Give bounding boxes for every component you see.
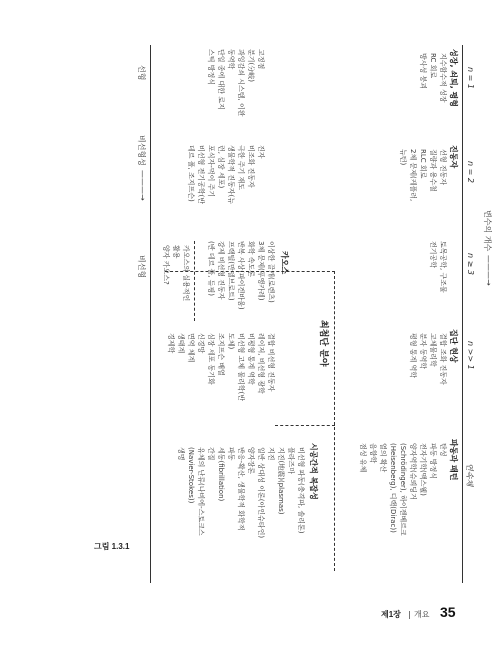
linear-col4-list <box>407 333 447 385</box>
footer-chapter: 제1장 <box>381 610 401 619</box>
list-item: 데르 폴, 조지프슨) <box>187 145 195 202</box>
list-item: 화학 속도론 <box>247 241 255 278</box>
rotated-classification-table <box>115 45 495 583</box>
list-item: 조지프슨 배열 <box>217 333 225 376</box>
list-item: 활용 <box>172 245 180 259</box>
nonlinearity-label: 비선형성 <box>137 135 146 166</box>
axis-arrow: ———→ <box>484 255 493 286</box>
list-item: 간질 <box>207 447 215 461</box>
nonlinear-col2-list <box>185 145 265 204</box>
list-item: 양자역학(슈뢰딩거 <box>409 443 417 500</box>
list-item: 열의 확산 <box>379 443 387 473</box>
list-item: 생명 <box>177 447 185 461</box>
linear-col3-list <box>427 241 447 293</box>
nonlinear-col4-list <box>165 333 275 401</box>
nonlinearity-arrow: ———→ <box>138 170 147 201</box>
list-item: 단일 종에 대한 로지 <box>217 49 225 110</box>
list-item: 강제 비선형 진동자 <box>217 241 225 300</box>
list-item: (Schrödinger), 하이젠베르크 <box>399 443 407 536</box>
list-item: 포식자-먹이 주기 <box>207 145 215 198</box>
linear-col4-title: 집단 현상 <box>449 329 458 363</box>
list-item: 비조화 진동자 <box>247 145 255 188</box>
linear-col1-title: 성장, 쇠퇴, 평형 <box>449 49 458 108</box>
frontier-dashed-top <box>334 271 335 571</box>
list-item: 신경망 <box>197 333 205 354</box>
nonlinear-col3-list <box>205 241 275 310</box>
list-item: 일반 상대성 이론(아인슈타인) <box>257 447 265 539</box>
list-item: 이상한 끌개(로렌츠) <box>267 241 275 303</box>
col-header-n2: n = 2 <box>466 161 475 183</box>
list-item: 파동 방정식 <box>429 443 437 480</box>
axis-label: 변수의 개수 <box>483 210 492 252</box>
list-item: 면역 체계 <box>187 333 195 363</box>
chaos-applications-list <box>160 245 190 301</box>
header-rule <box>462 45 463 583</box>
list-item: 레이저, 비선형 광학 <box>257 333 265 394</box>
list-item: 분자 동역학 <box>419 333 427 370</box>
list-item: 선형 진동자 <box>439 149 447 186</box>
linear-col5-title: 파동과 패턴 <box>449 439 458 481</box>
list-item: 카오스의 실용적인 <box>182 245 190 302</box>
col-header-n1: n = 1 <box>466 67 475 89</box>
list-item: 음향학 <box>369 443 377 464</box>
list-item: 고체물리학 <box>429 333 437 367</box>
list-item: 평형 통계 역학 <box>409 333 417 379</box>
list-item: 플라즈마 <box>287 447 295 475</box>
list-item: 3체 문제(푸앵카레) <box>257 241 265 301</box>
figure-label: 그림 1.3.1 <box>94 542 130 551</box>
list-item: 생태계 <box>177 333 185 354</box>
linear-col1-list <box>417 53 447 103</box>
list-item: 토목공학, 구조물 <box>439 241 447 293</box>
list-item: 2체 문제(케플러, <box>409 149 417 202</box>
list-item: (반 데르 폴, 듀핑) <box>207 241 215 296</box>
list-item: 스틱 방정식 <box>207 49 215 86</box>
list-item: 지진(地震)(plasmas) <box>277 447 285 515</box>
list-item: 고정점 <box>257 49 265 70</box>
linear-col2-list <box>397 149 447 201</box>
list-item: 프랙털(만델브로트) <box>227 241 235 301</box>
list-item: 동역학 <box>227 49 235 70</box>
linear-col2-title: 진동자 <box>449 145 458 169</box>
bottom-rule <box>150 45 151 583</box>
list-item: 반응-확산, 생물학적 화학적 <box>237 447 245 531</box>
frontier-title: 최첨단 분야 <box>318 320 328 367</box>
list-item: 파동 <box>227 447 235 461</box>
list-item: 비평형 통계 역학 <box>247 333 255 385</box>
list-item: 세동(fibrillation) <box>217 447 225 502</box>
list-item: 결합 비선형 진동자 <box>267 333 275 392</box>
chaos-app-dashed-top <box>194 241 195 321</box>
list-item: 진자 <box>257 145 265 159</box>
list-item: 과잉감쇠 시스템, 이완 <box>237 49 245 117</box>
nonlinear-col5-title: 시공간적 복잡성 <box>309 443 318 500</box>
list-item: 비선형 전기공학(반 <box>197 145 205 205</box>
list-item: 양자 카오스? <box>162 245 170 285</box>
list-item: 런, 심장 세포) <box>217 145 225 189</box>
list-item: 경제학 <box>167 333 175 354</box>
nonlinear-col5-list <box>175 447 305 538</box>
list-item: RLC 회로 <box>419 149 427 179</box>
col-header-n3: n ≥ 3 <box>466 253 475 275</box>
nonlinear-col1-list <box>205 49 265 117</box>
list-item: 점성 유체 <box>359 443 367 473</box>
list-item: 분기(分岐) <box>247 49 255 82</box>
frontier-dashed-divider <box>275 425 335 426</box>
col-header-continuum: 연속체 <box>465 463 474 487</box>
chaos-title: 카오스 <box>280 251 289 275</box>
linear-col5-list <box>357 443 447 536</box>
list-item: 지수함수적 성장 <box>439 53 447 103</box>
list-item: 도체) <box>227 333 235 350</box>
col-header-nmany: n >> 1 <box>466 341 475 370</box>
list-item: 지진 <box>267 447 275 461</box>
list-item: 질량과 용수철 <box>429 149 437 192</box>
list-item: 뉴턴) <box>399 149 407 166</box>
list-item: 심장 세포 동기화 <box>207 333 215 385</box>
list-item: 비선형 고체 물리학(반 <box>237 333 245 402</box>
list-item: 양자장론 <box>247 447 255 475</box>
list-item: 방사성 붕괴 <box>419 53 427 90</box>
list-item: (Heisenberg), 디랙(Dirac)) <box>389 443 397 533</box>
list-item: 유체의 난류(나비에-스토크스 <box>197 447 205 536</box>
list-item: 생물학적 진동자(뉴 <box>227 145 235 205</box>
list-item: 결합 조화 진동자 <box>439 333 447 385</box>
list-item: 극한 주기 재도 <box>237 145 245 191</box>
list-item: RC 회로 <box>429 53 437 79</box>
row-label-linear: 선형 <box>137 65 146 81</box>
list-item: 반복 사상(파이겐바움) <box>237 241 245 310</box>
list-item: 비선형 파동(충격파, 솔리톤) <box>297 447 305 534</box>
row-label-nonlinear: 비선형 <box>137 255 146 279</box>
footer-section: 개요 <box>414 610 430 619</box>
list-item: 전기공학 <box>429 241 437 269</box>
footer-divider <box>409 611 410 619</box>
list-item: 전자기학(맥스웰) <box>419 443 427 496</box>
list-item: (Navier-Stokes)) <box>187 447 195 504</box>
list-item: 탄성 <box>439 443 447 457</box>
page-number: 35 <box>440 604 456 620</box>
